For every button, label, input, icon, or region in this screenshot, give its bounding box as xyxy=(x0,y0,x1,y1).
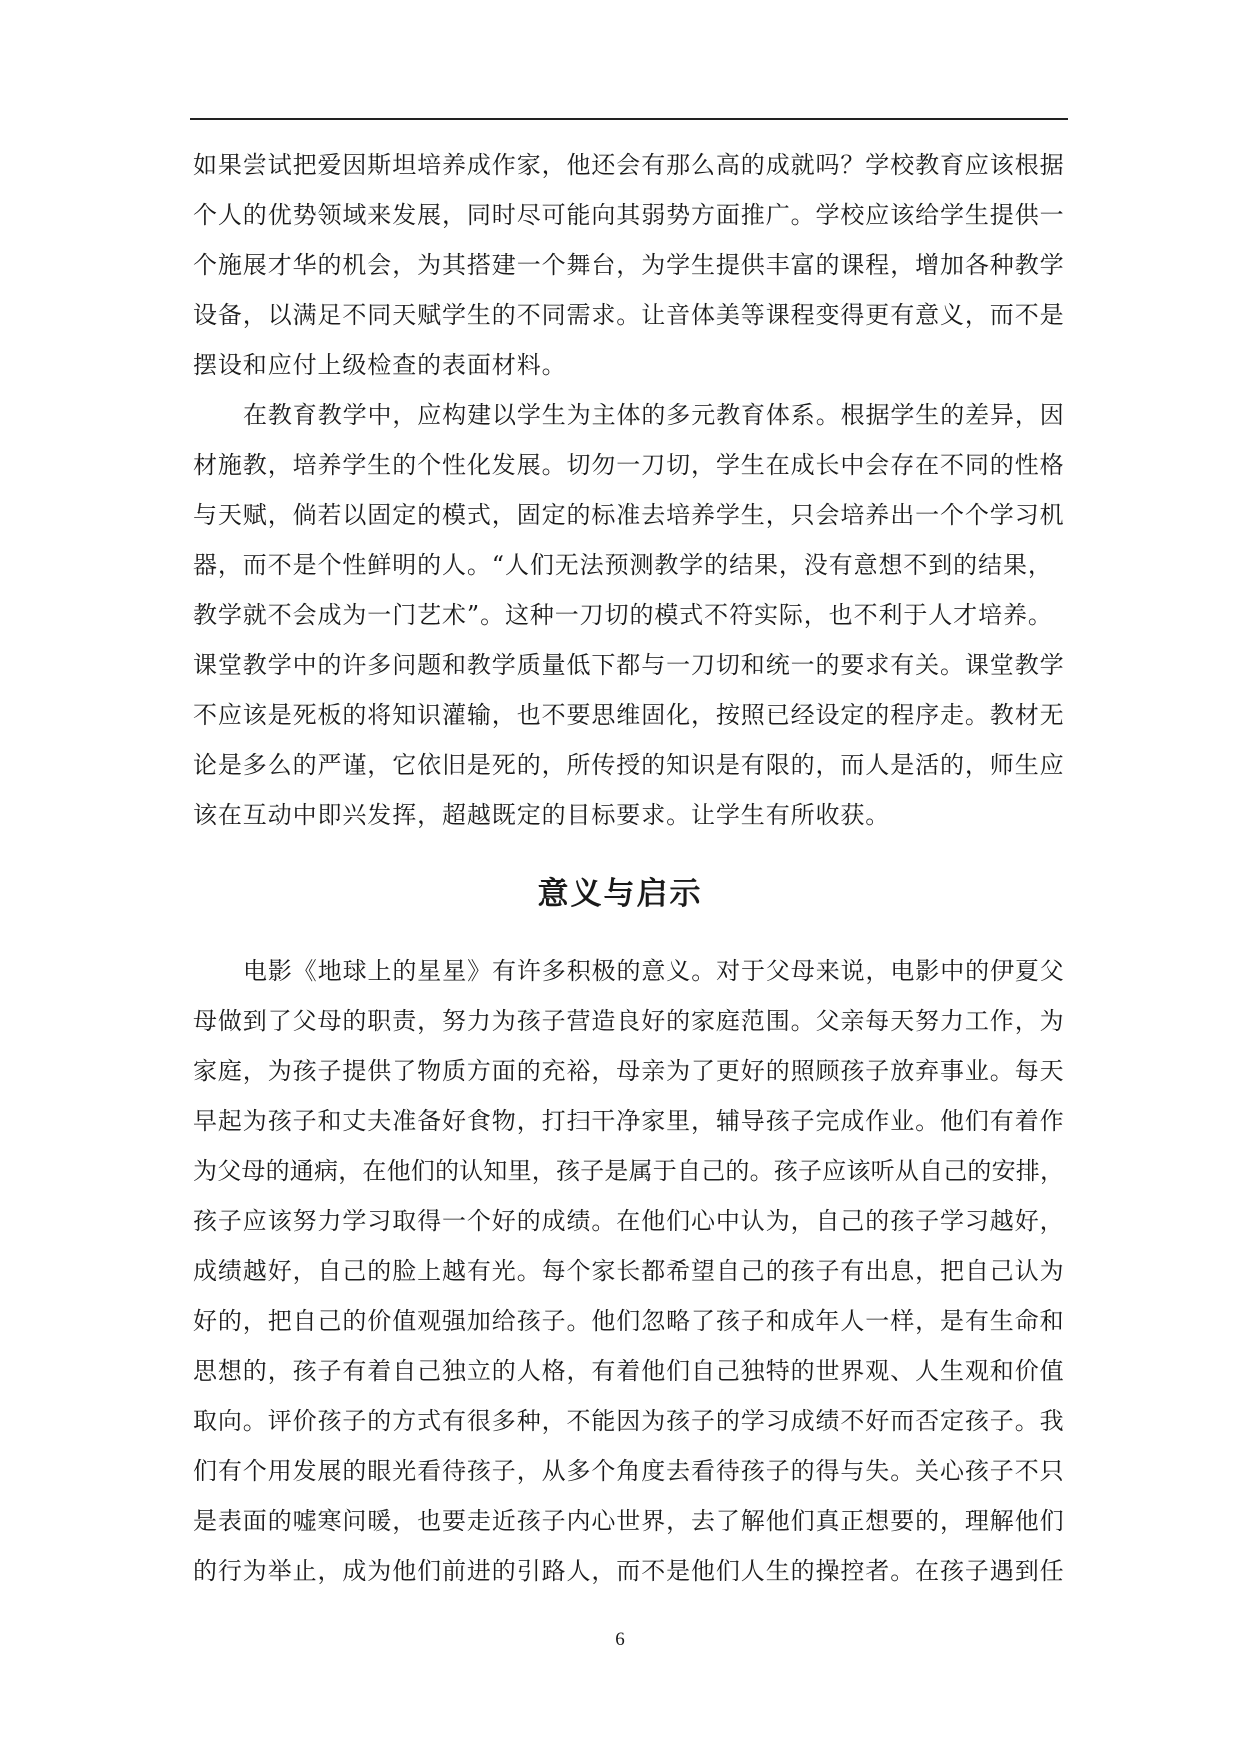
text-line: 器，而不是个性鲜明的人。“人们无法预测教学的结果，没有意想不到的结果， xyxy=(193,551,1053,579)
text-line: 材施教，培养学生的个性化发展。切勿一刀切，学生在成长中会存在不同的性格 xyxy=(193,451,1065,479)
text-line: 在教育教学中，应构建以学生为主体的多元教育体系。根据学生的差异，因 xyxy=(243,401,1065,429)
text-line: 不应该是死板的将知识灌输，也不要思维固化，按照已经设定的程序走。教材无 xyxy=(193,701,1065,729)
text-line: 的行为举止，成为他们前进的引路人，而不是他们人生的操控者。在孩子遇到任 xyxy=(193,1557,1065,1585)
text-line: 家庭，为孩子提供了物质方面的充裕，母亲为了更好的照顾孩子放弃事业。每天 xyxy=(193,1057,1065,1085)
text-line: 好的，把自己的价值观强加给孩子。他们忽略了孩子和成年人一样，是有生命和 xyxy=(193,1307,1065,1335)
text-line: 电影《地球上的星星》有许多积极的意义。对于父母来说，电影中的伊夏父 xyxy=(243,957,1065,985)
text-line: 孩子应该努力学习取得一个好的成绩。在他们心中认为，自己的孩子学习越好， xyxy=(193,1207,1065,1235)
paragraph-1 xyxy=(193,140,1065,390)
paragraph-3 xyxy=(193,946,1065,1596)
text-line: 母做到了父母的职责，努力为孩子营造良好的家庭范围。父亲每天努力工作，为 xyxy=(193,1007,1065,1035)
text-line: 个人的优势领域来发展，同时尽可能向其弱势方面推广。学校应该给学生提供一 xyxy=(193,201,1065,229)
text-line: 为父母的通病，在他们的认知里，孩子是属于自己的。孩子应该听从自己的安排， xyxy=(193,1157,1065,1185)
text-line: 课堂教学中的许多问题和教学质量低下都与一刀切和统一的要求有关。课堂教学 xyxy=(193,651,1065,679)
text-line: 们有个用发展的眼光看待孩子，从多个角度去看待孩子的得与失。关心孩子不只 xyxy=(193,1457,1065,1485)
text-line: 摆设和应付上级检查的表面材料。 xyxy=(193,351,567,379)
paragraph-2 xyxy=(193,390,1065,840)
text-line: 早起为孩子和丈夫准备好食物，打扫干净家里，辅导孩子完成作业。他们有着作 xyxy=(193,1107,1065,1135)
text-line: 与天赋，倘若以固定的模式，固定的标准去培养学生，只会培养出一个个学习机 xyxy=(193,501,1065,529)
text-line: 是表面的嘘寒问暖，也要走近孩子内心世界，去了解他们真正想要的，理解他们 xyxy=(193,1507,1065,1535)
section-heading: 意义与启示 xyxy=(537,876,703,912)
text-line: 取向。评价孩子的方式有很多种，不能因为孩子的学习成绩不好而否定孩子。我 xyxy=(193,1407,1065,1435)
body-text-top xyxy=(193,140,1065,840)
text-line: 论是多么的严谨，它依旧是死的，所传授的知识是有限的，而人是活的，师生应 xyxy=(193,751,1065,779)
text-line: 如果尝试把爱因斯坦培养成作家，他还会有那么高的成就吗？学校教育应该根据 xyxy=(193,151,1065,179)
body-text-bottom xyxy=(193,946,1065,1596)
page-number: 6 xyxy=(615,1629,625,1650)
text-line: 教学就不会成为一门艺术”。这种一刀切的模式不符实际，也不利于人才培养。 xyxy=(193,601,1053,629)
text-line: 设备，以满足不同天赋学生的不同需求。让音体美等课程变得更有意义，而不是 xyxy=(193,301,1065,329)
text-line: 该在互动中即兴发挥，超越既定的目标要求。让学生有所收获。 xyxy=(193,801,891,829)
text-line: 成绩越好，自己的脸上越有光。每个家长都希望自己的孩子有出息，把自己认为 xyxy=(193,1257,1065,1285)
text-line: 思想的，孩子有着自己独立的人格，有着他们自己独特的世界观、人生观和价值 xyxy=(193,1357,1065,1385)
text-line: 个施展才华的机会，为其搭建一个舞台，为学生提供丰富的课程，增加各种教学 xyxy=(193,251,1065,279)
header-rule xyxy=(190,118,1068,120)
